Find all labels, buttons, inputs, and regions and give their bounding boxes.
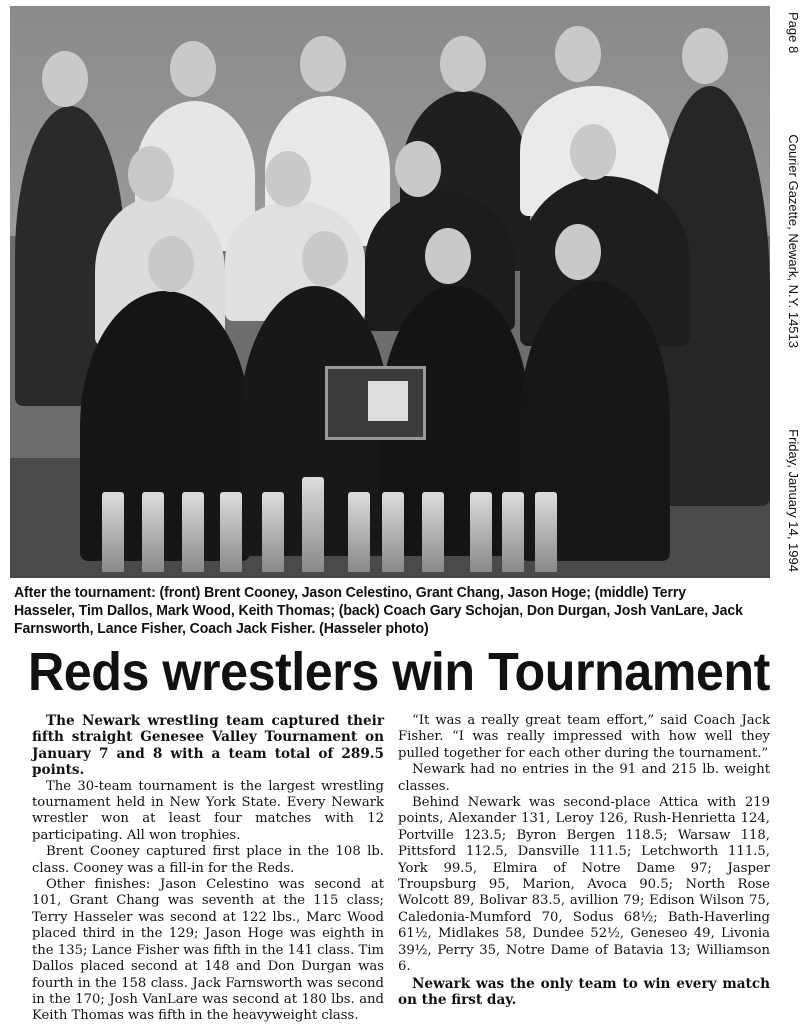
photo-head xyxy=(300,36,346,92)
newspaper-name: Courier Gazette, Newark, N.Y. 14513 xyxy=(786,134,801,348)
photo-head xyxy=(42,51,88,107)
article-paragraph: Newark had no entries in the 91 and 215 lb. weight classes. xyxy=(398,762,770,794)
trophy xyxy=(535,492,557,572)
photo-head xyxy=(440,36,486,92)
photo-head xyxy=(148,236,194,292)
photo-head xyxy=(128,146,174,202)
article-paragraph: “It was a really great team effort,” said Coach Jack Fisher. “I was really impressed with how well they pulled together for each other during the tournament.” xyxy=(398,713,770,761)
photo-head xyxy=(555,26,601,82)
photo-head xyxy=(570,124,616,180)
trophy xyxy=(502,492,524,572)
page-number: Page 8 xyxy=(786,12,801,54)
trophy xyxy=(182,492,204,572)
headline: Reds wrestlers win Tournament xyxy=(28,642,770,702)
trophy xyxy=(470,492,492,572)
masthead-strip xyxy=(773,12,803,572)
trophy xyxy=(422,492,444,572)
trophy xyxy=(302,477,324,572)
team-photo xyxy=(10,6,770,578)
article-paragraph: The 30-team tournament is the largest wrestling tournament held in New York State. Every Newark wrestler won at least four matches with 12 participating. All won trophies. xyxy=(32,778,384,843)
article-column-right xyxy=(398,713,770,1008)
article-lead: The Newark wrestling team captured their fifth straight Genesee Valley Tournament on January 7 and 8 with a team total of 289.5 points. xyxy=(32,713,384,779)
plaque xyxy=(325,366,426,440)
photo-head xyxy=(555,224,601,280)
article-paragraph: Other finishes: Jason Celestino was second at 101, Grant Chang was seventh at the 115 class; Terry Hasseler was second at 122 lbs., Marc Wood placed third in the 129; Jason Hoge was eighth in the 135; Lance Fisher was fifth in the 141 class. Tim Dallos placed second at 148 and Don Durgan was fourth in the 158 class. Jack Farnsworth was second in the 170; Josh VanLare was second at 180 lbs. and Keith Thomas was fifth in the heavyweight class. xyxy=(32,877,384,1024)
photo-head xyxy=(170,41,216,97)
trophy xyxy=(142,492,164,572)
trophy xyxy=(102,492,124,572)
photo-head xyxy=(425,228,471,284)
article-column-left xyxy=(32,713,384,1024)
photo-head xyxy=(682,28,728,84)
photo-head xyxy=(395,141,441,197)
article-paragraph: Brent Cooney captured first place in the 108 lb. class. Cooney was a fill-in for the Reds. xyxy=(32,844,384,876)
photo-head xyxy=(265,151,311,207)
article-paragraph: Behind Newark was second-place Attica with 219 points, Alexander 131, Leroy 126, Rush-Henrietta 124, Portville 123.5; Byron Bergen 118.5; Warsaw 118, Pittsford 112.5, Dansville 111.5; Letchworth 111.5, York 99.5, Elmira of Notre Dame 97; Jasper Troupsburg 95, Marion, Avoca 90.5; North Rose Wolcott 89, Bolivar 83.5, avillion 79; Edison Wilson 75, Caledonia-Mumford 70, Sodus 68½; Bath-Haverling 61½, Midlakes 58, Dundee 52½, Geneseo 49, Livonia 39½, Perry 35, Notre Dame of Batavia 13; Williamson 6. xyxy=(398,795,770,975)
trophy xyxy=(348,492,370,572)
trophy xyxy=(262,492,284,572)
article-closing: Newark was the only team to win every match on the first day. xyxy=(398,975,770,1008)
trophy xyxy=(382,492,404,572)
photo-head xyxy=(302,231,348,287)
issue-date: Friday, January 14, 1994 xyxy=(786,429,801,572)
trophy xyxy=(220,492,242,572)
photo-caption: After the tournament: (front) Brent Cooney, Jason Celestino, Grant Chang, Jason Hoge; (middle) Terry Hasseler, Tim Dallos, Mark Wood, Keith Thomas; (back) Coach Gary Schojan, Don Durgan, Josh VanLare, Jack Farnsworth, Lance Fisher, Coach Jack Fisher. (Hasseler photo) xyxy=(14,585,743,637)
